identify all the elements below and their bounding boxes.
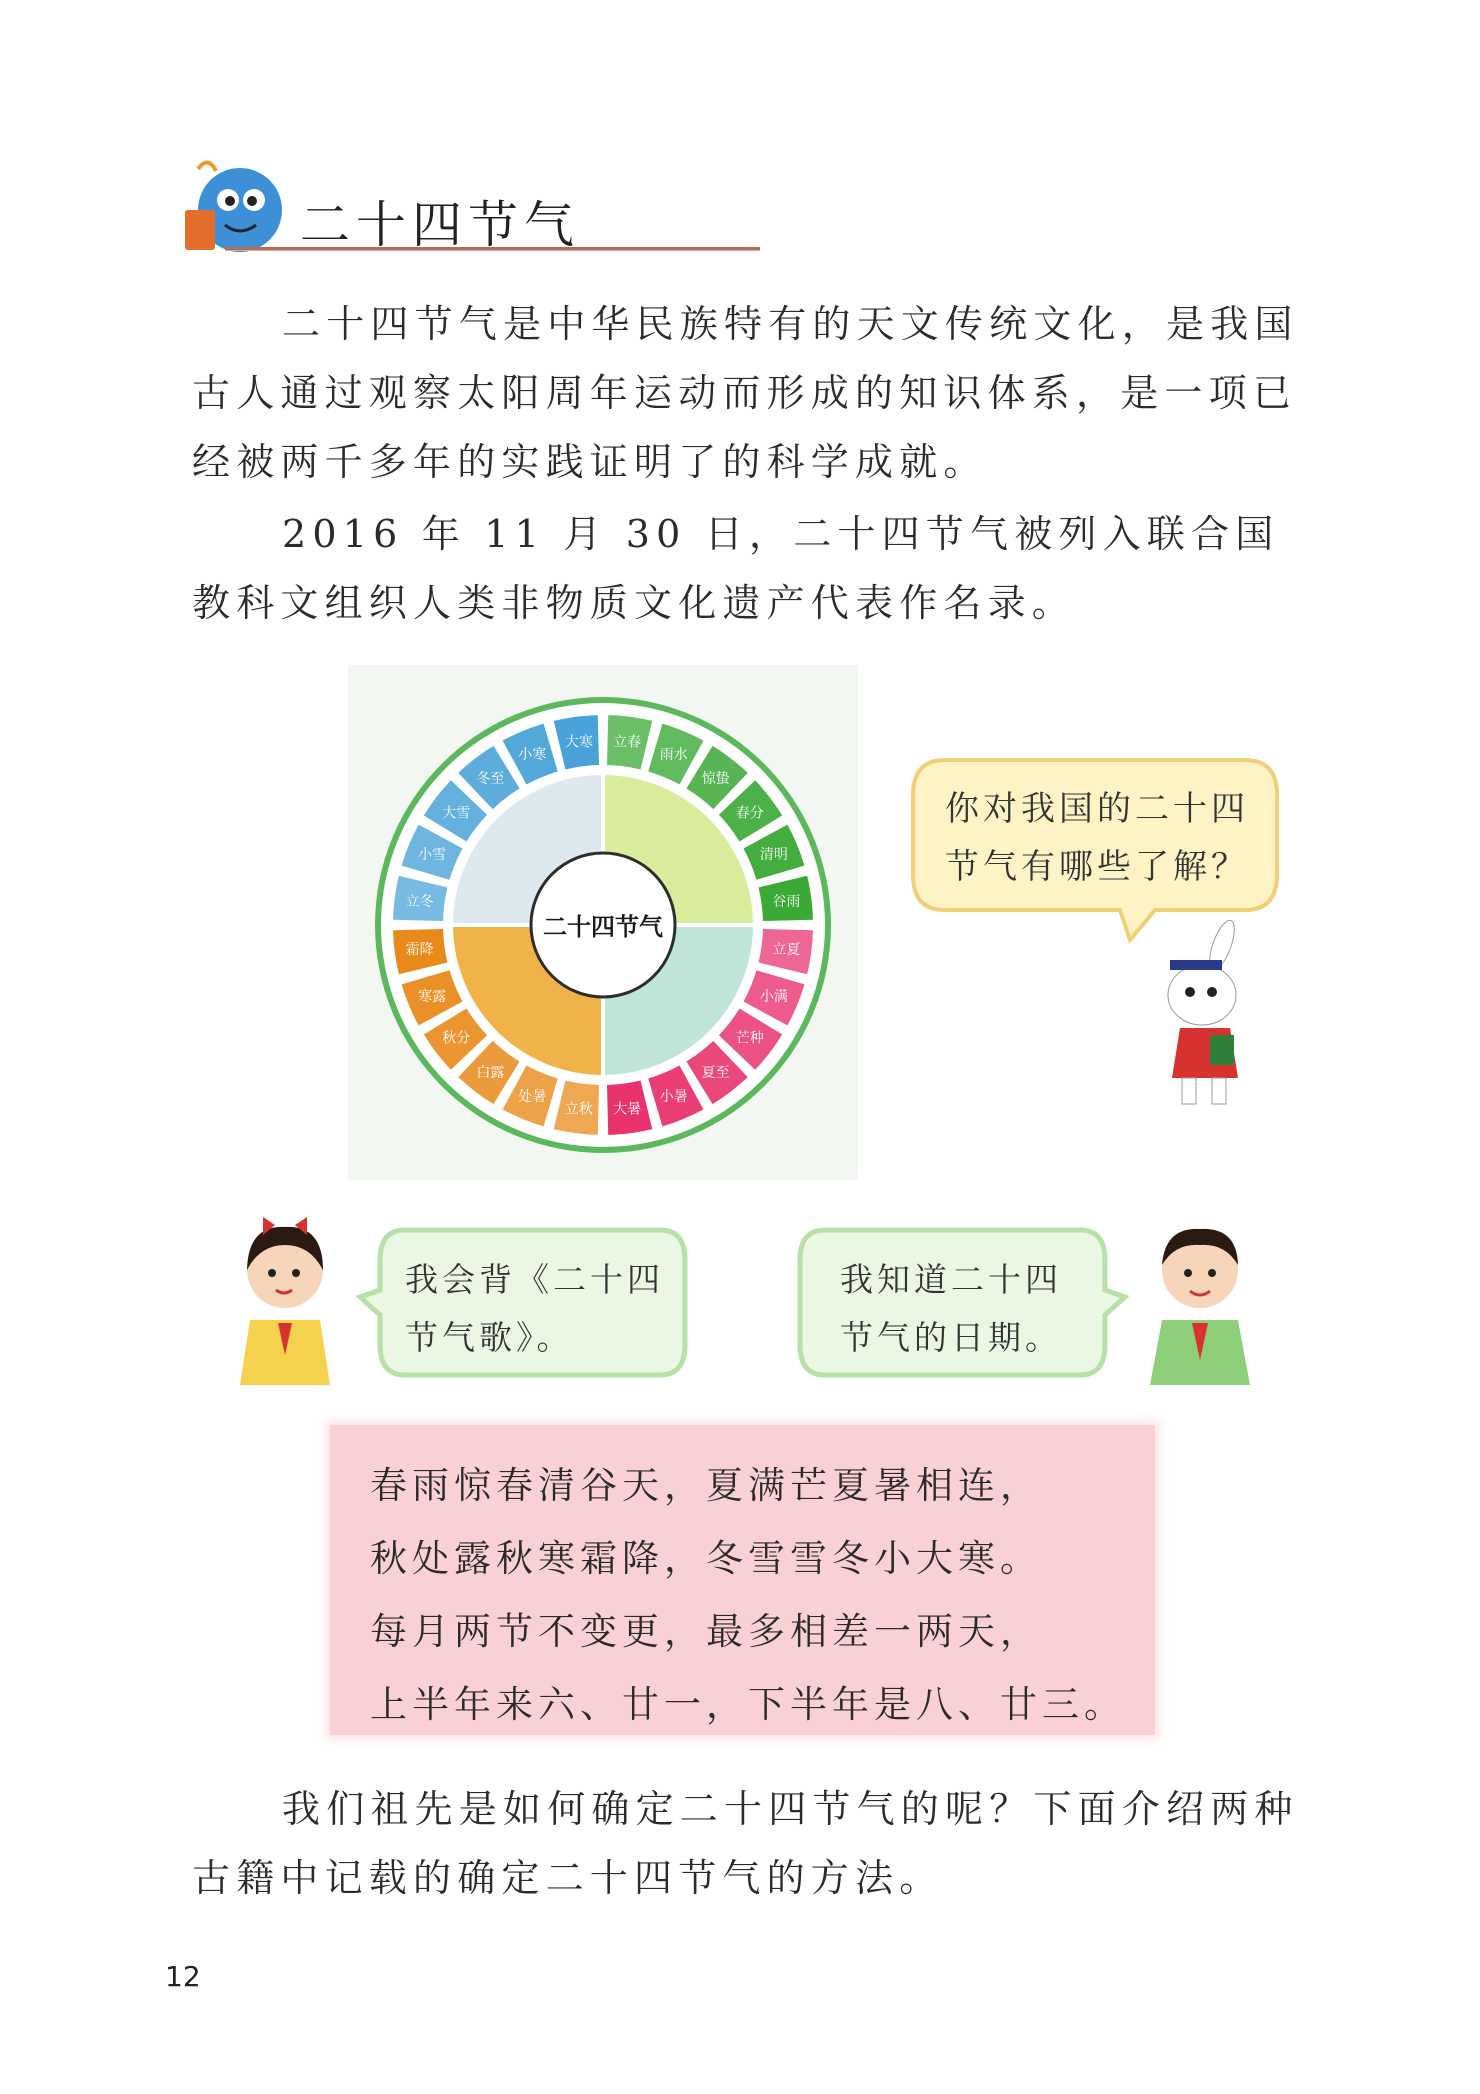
solar-term-label: 白露 xyxy=(476,1064,505,1081)
solar-term-label: 大寒 xyxy=(564,734,593,751)
solar-terms-poem xyxy=(330,1425,1155,1735)
rabbit-character-icon xyxy=(1150,920,1270,1110)
intro-paragraph: 二十四节气是中华民族特有的天文传统文化，是我国古人通过观察太阳周年运动而形成的知识体系，是一项已经被两千多年的实践证明了的科学成就。 xyxy=(192,302,1299,484)
solar-term-label: 大雪 xyxy=(442,805,471,822)
solar-term-label: 芒种 xyxy=(735,1030,764,1047)
solar-term-label: 小寒 xyxy=(518,747,547,764)
solar-term-label: 小雪 xyxy=(418,847,447,864)
solar-term-label: 处暑 xyxy=(518,1088,547,1105)
girl-character-icon xyxy=(230,1215,335,1385)
solar-term-label: 霜降 xyxy=(405,942,434,959)
girl-speech-bubble xyxy=(355,1215,695,1385)
wheel-graphic xyxy=(363,685,843,1165)
rabbit-speech-bubble xyxy=(905,745,1285,920)
solar-term-label: 小满 xyxy=(759,988,788,1005)
solar-term-label: 小暑 xyxy=(659,1088,688,1105)
solar-term-label: 秋分 xyxy=(442,1030,471,1047)
solar-term-label: 大暑 xyxy=(613,1101,642,1118)
boy-speech-bubble xyxy=(790,1215,1130,1385)
solar-term-label: 立秋 xyxy=(564,1101,593,1118)
solar-term-label: 春分 xyxy=(735,805,764,822)
title-underline xyxy=(225,247,760,251)
section-header xyxy=(180,155,580,260)
solar-terms-wheel xyxy=(348,665,858,1180)
solar-term-label: 立夏 xyxy=(772,942,801,959)
boy-character-icon xyxy=(1140,1215,1260,1385)
poem-line: 春雨惊春清谷天，夏满芒夏暑相连， xyxy=(370,1464,1042,1507)
rabbit-question: 你对我国的二十四 节气有哪些了解？ xyxy=(945,789,1249,887)
solar-term-label: 惊蛰 xyxy=(701,771,730,788)
poem-line: 秋处露秋寒霜降，冬雪雪冬小大寒。 xyxy=(370,1537,1042,1580)
solar-term-label: 立冬 xyxy=(405,893,434,910)
solar-term-label: 清明 xyxy=(759,847,788,864)
poem-line: 每月两节不变更，最多相差一两天， xyxy=(370,1610,1042,1653)
solar-term-label: 谷雨 xyxy=(772,893,801,910)
wheel-center-label: 二十四节气 xyxy=(543,913,663,941)
girl-statement: 我会背《二十四 节气歌》。 xyxy=(405,1260,664,1357)
solar-term-label: 夏至 xyxy=(701,1064,730,1081)
unesco-paragraph: 2016 年 11 月 30 日，二十四节气被列入联合国教科文组织人类非物质文化遗产代表作名录。 xyxy=(192,512,1280,625)
globe-mascot-icon xyxy=(180,155,290,260)
page-number: 12 xyxy=(165,1960,201,1993)
solar-term-label: 冬至 xyxy=(476,771,505,788)
solar-term-label: 雨水 xyxy=(659,747,688,764)
solar-term-label: 寒露 xyxy=(418,988,447,1005)
poem-line: 上半年来六、廿一，下半年是八、廿三。 xyxy=(370,1683,1126,1726)
methods-paragraph: 我们祖先是如何确定二十四节气的呢？下面介绍两种古籍中记载的确定二十四节气的方法。 xyxy=(192,1787,1299,1900)
section-title: 二十四节气 xyxy=(300,196,580,254)
boy-statement: 我知道二十四 节气的日期。 xyxy=(840,1260,1062,1357)
solar-term-label: 立春 xyxy=(613,734,642,751)
